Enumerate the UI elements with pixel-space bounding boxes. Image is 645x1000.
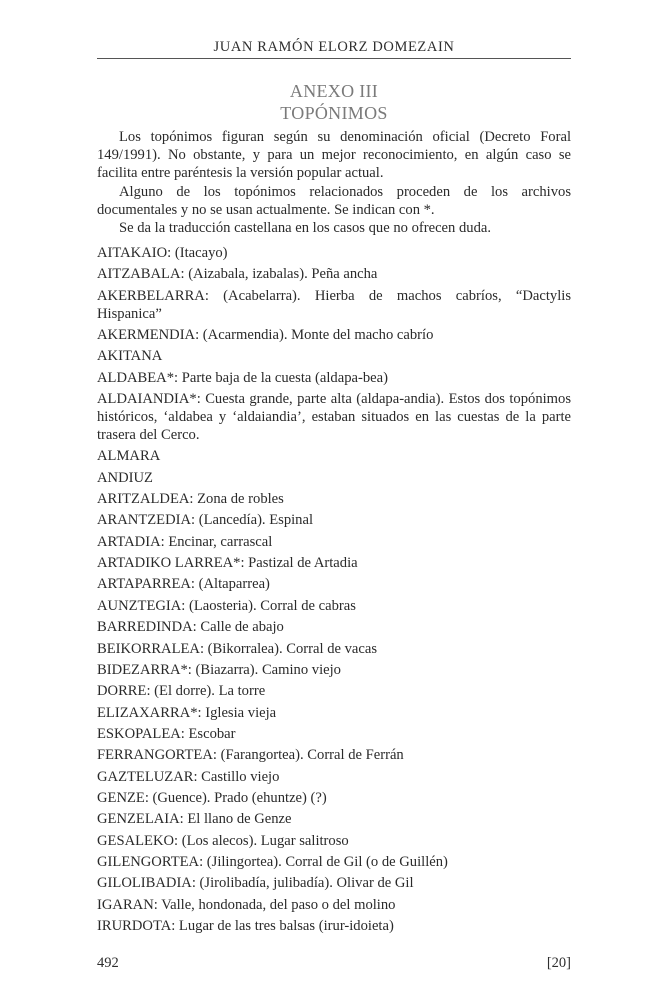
page-number: 492	[97, 955, 119, 971]
toponym-entry: IGARAN: Valle, hondonada, del paso o del molino	[97, 896, 396, 913]
toponym-entry: ALMARA	[97, 448, 161, 465]
toponym-entry: DORRE: (El dorre). La torre	[97, 683, 266, 700]
toponym-entry: ELIZAXARRA*: Iglesia vieja	[97, 704, 277, 721]
toponym-entry: AITAKAIO: (Itacayo)	[97, 245, 228, 261]
intro-paragraph: Alguno de los topónimos relacionados proceden de los archivos documentales y no se usan actualmente. Se indican con *.	[97, 183, 571, 218]
toponym-entry: AKERMENDIA: (Acarmendia). Monte del macho cabrío	[97, 327, 434, 344]
intro-text	[97, 128, 571, 237]
toponym-entry: ARTADIKO LARREA*: Pastizal de Artadia	[97, 555, 358, 572]
toponym-entry: ANDIUZ	[97, 469, 153, 486]
toponym-entry: BEIKORRALEA: (Bikorralea). Corral de vacas	[97, 640, 378, 657]
toponym-entry: GENZE: (Guence). Prado (ehuntze) (?)	[97, 789, 327, 806]
annex-title	[97, 80, 571, 124]
toponym-entry: ESKOPALEA: Escobar	[97, 725, 236, 742]
toponym-entry: IRURDOTA: Lugar de las tres balsas (irur-idoieta)	[97, 917, 394, 934]
toponym-entry: BARREDINDA: Calle de abajo	[97, 619, 284, 636]
toponym-list	[97, 244, 571, 938]
toponym-entry: GILENGORTEA: (Jilingortea). Corral de Gil (o de Guillén)	[97, 853, 448, 870]
toponym-entry: ARITZALDEA: Zona de robles	[97, 491, 284, 508]
toponym-entry: ALDAIANDIA*: Cuesta grande, parte alta (aldapa-andia). Estos dos topónimos históricos, ‘aldabea y ‘aldaiandia’, estaban situados en las cuestas de la parte trasera del Cerco.	[97, 391, 571, 444]
toponym-entry: GENZELAIA: El llano de Genze	[97, 811, 292, 828]
toponym-entry: AUNZTEGIA: (Laosteria). Corral de cabras	[97, 597, 356, 614]
running-header: JUAN RAMÓN ELORZ DOMEZAIN	[213, 39, 455, 55]
section-number: [20]	[546, 955, 571, 971]
toponym-entry: GILOLIBADIA: (Jirolibadía, julibadía). Olivar de Gil	[97, 875, 414, 892]
header-rule	[97, 58, 571, 59]
toponym-entry: GAZTELUZAR: Castillo viejo	[97, 768, 280, 785]
toponym-entry: BIDEZARRA*: (Biazarra). Camino viejo	[97, 661, 341, 678]
toponym-entry: ARTAPARREA: (Altaparrea)	[97, 576, 270, 593]
toponym-entry: ARANTZEDIA: (Lancedía). Espinal	[97, 512, 313, 529]
toponym-entry: AKITANA	[97, 348, 163, 365]
toponym-entry: AITZABALA: (Aizabala, izabalas). Peña ancha	[97, 266, 378, 283]
toponym-entry: FERRANGORTEA: (Farangortea). Corral de Ferrán	[97, 747, 404, 764]
toponym-entry: GESALEKO: (Los alecos). Lugar salitroso	[97, 832, 349, 849]
intro-paragraph: Los topónimos figuran según su denominación oficial (Decreto Foral 149/1991). No obstante, y para un mejor reconocimiento, en algún caso se facilita entre paréntesis la versión popular actual.	[97, 129, 571, 182]
toponym-entry: ALDABEA*: Parte baja de la cuesta (aldapa-bea)	[97, 369, 388, 386]
annex-title-line1: ANEXO III	[289, 81, 379, 101]
annex-title-line2: TOPÓNIMOS	[280, 103, 388, 123]
toponym-entry: ARTADIA: Encinar, carrascal	[97, 533, 273, 550]
intro-paragraph: Se da la traducción castellana en los casos que no ofrecen duda.	[119, 220, 491, 237]
toponym-entry: AKERBELARRA: (Acabelarra). Hierba de machos cabríos, “Dactylis Hispanica”	[97, 287, 571, 322]
